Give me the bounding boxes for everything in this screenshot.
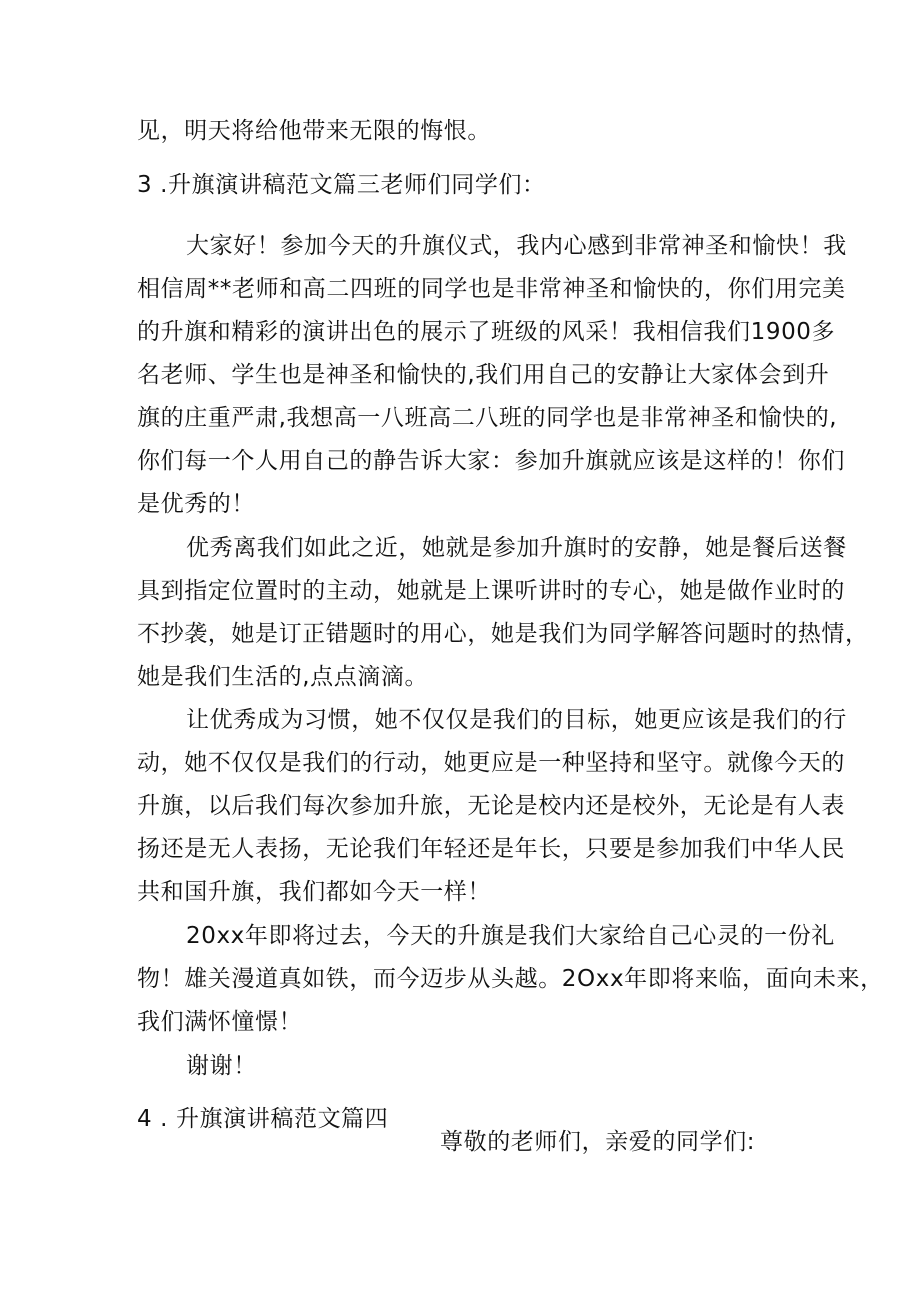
paragraph-line: 相信周**老师和高二四班的同学也是非常神圣和愉快的，你们用完美 xyxy=(137,276,846,302)
paragraph-line: 不抄袭，她是订正错题时的用心，她是我们为同学解答问题时的热情， xyxy=(137,621,869,647)
heading-section-4: 4 . 升旗演讲稿范文篇四 xyxy=(137,1106,389,1132)
paragraph-line: 具到指定位置时的主动，她就是上课听讲时的专心，她是做作业时的 xyxy=(137,578,845,604)
paragraph-line: 旗的庄重严肃,我想高一八班高二八班的同学也是非常神圣和愉快的, xyxy=(137,405,838,431)
paragraph-line: 动，她不仅仅是我们的行动，她更应是一种坚持和坚守。就像今天的 xyxy=(137,750,845,776)
paragraph-line: 扬还是无人表扬，无论我们年轻还是年长，只要是参加我们中华人民 xyxy=(137,836,845,862)
paragraph-line: 你们每一个人用自己的静告诉大家：参加升旗就应该是这样的！你们 xyxy=(137,448,845,474)
paragraph-line: 我们满怀憧憬！ xyxy=(137,1009,303,1035)
paragraph-line: 升旗，以后我们每次参加升旅，无论是校内还是校外，无论是有人表 xyxy=(137,793,845,819)
paragraph-line: 是优秀的！ xyxy=(137,491,255,517)
paragraph-line: 谢谢！ xyxy=(186,1053,257,1079)
top-line: 见，明天将给他带来无限的悔恨。 xyxy=(137,118,491,144)
paragraph-line: 的升旗和精彩的演讲出色的展示了班级的风采！我相信我们1900多 xyxy=(137,319,836,345)
paragraph-line: 名老师、学生也是神圣和愉快的,我们用自己的安静让大家体会到升 xyxy=(137,362,830,388)
heading-section-3: 3 .升旗演讲稿范文篇三老师们同学们： xyxy=(137,172,546,198)
paragraph-line: 20xx年即将过去，今天的升旗是我们大家给自己心灵的一份礼 xyxy=(186,923,835,949)
paragraph-line: 共和国升旗，我们都如今天一样！ xyxy=(137,879,491,905)
paragraph-line: 物！雄关漫道真如铁，而今迈步从头越。2Oxx年即将来临，面向未来， xyxy=(137,966,884,992)
paragraph-line: 她是我们生活的,点点滴滴。 xyxy=(137,664,429,690)
paragraph-line: 大家好！参加今天的升旗仪式，我内心感到非常神圣和愉快！我 xyxy=(186,233,847,259)
paragraph-line: 优秀离我们如此之近，她就是参加升旗时的安静，她是餐后送餐 xyxy=(186,535,847,561)
heading-section-4-salutation: 尊敬的老师们，亲爱的同学们: xyxy=(440,1129,756,1155)
paragraph-line: 让优秀成为习惯，她不仅仅是我们的目标，她更应该是我们的行 xyxy=(186,707,847,733)
